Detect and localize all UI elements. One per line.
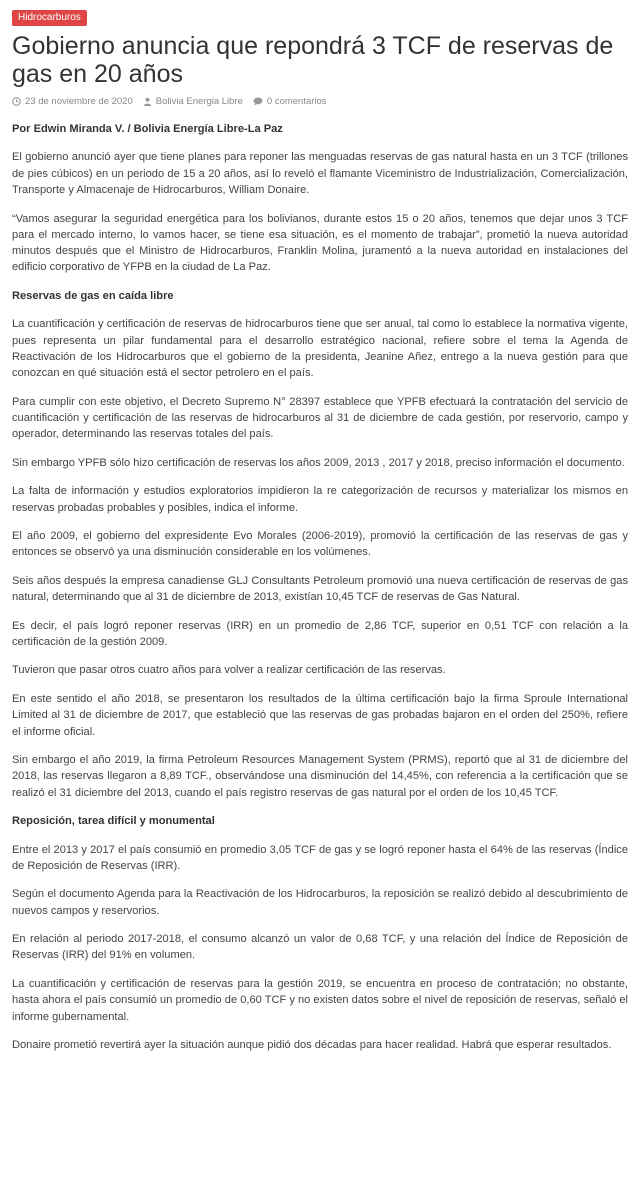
- article-meta: [12, 96, 628, 107]
- article-paragraph: Donaire prometió revertirá ayer la situación aunque pidió dos décadas para hacer realidad. Habrá que esperar resultados.: [12, 1039, 612, 1052]
- clock-icon: [12, 97, 21, 106]
- date-text: 23 de noviembre de 2020: [25, 96, 133, 107]
- article-paragraph: La cuantificación y certificación de reservas de hidrocarburos tiene que ser anual, tal como lo establece la normativa vigente, pues representa un pilar fundamental para el desarrollo estratégico nacional, refiere sobre el tema la Agenda de Reactivación de los Hidrocarburos que el gobierno de la presidenta, Jeanine Añez, entrego a la nueva gestión para que conozcan en qué situación está el sector petrolero en el país.: [12, 318, 628, 380]
- article-paragraph: En este sentido el año 2018, se presentaron los resultados de la última certificación bajo la firma Sproule International Limited al 31 de diciembre de 2017, que estableció que las reservas de gas probadas bajaron en el orden del 250%, refiere el informe oficial.: [12, 692, 628, 738]
- article-paragraph: Es decir, el país logró reponer reservas (IRR) en un promedio de 2,86 TCF, superior en 0,51 TCF con relación a la certificación de la gestión 2009.: [12, 619, 628, 648]
- article-subheading: Reposición, tarea difícil y monumental: [12, 815, 215, 828]
- meta-date: [12, 96, 133, 107]
- article-paragraph: El gobierno anunció ayer que tiene planes para reponer las menguadas reservas de gas natural hasta en un 3 TCF (trillones de pies cúbicos) en un periodo de 15 a 20 años, así lo reveló el flamante Viceministro de Industrialización, Comercialización, Transporte y Almacenaje de Hidrocarburos, William Donaire.: [12, 151, 628, 197]
- meta-author[interactable]: [143, 96, 243, 107]
- article-paragraph: La cuantificación y certificación de reservas para la gestión 2019, se encuentra en proceso de contratación; no obstante, hasta ahora el país consumió un promedio de 0,60 TCF y no existen datos sobre el nivel de reposición de reservas, señaló el informe gubernamental.: [12, 977, 628, 1023]
- article-paragraph: La falta de información y estudios exploratorios impidieron la re categorización de recursos y materializar los mismos en reservas probadas probables y posibles, indica el informe.: [12, 485, 628, 514]
- category-badge[interactable]: Hidrocarburos: [12, 10, 87, 26]
- article-subheading: Reservas de gas en caída libre: [12, 289, 174, 302]
- article-paragraph: Seis años después la empresa canadiense GLJ Consultants Petroleum promovió una nueva certificación de reservas de gas natural, determinando que al 31 de diciembre de 2013, existían 10,45 TCF de reservas de Gas Natural.: [12, 574, 628, 604]
- article-paragraph: Tuvieron que pasar otros cuatro años para volver a realizar certificación de las reservas.: [12, 664, 446, 677]
- article-paragraph: Entre el 2013 y 2017 el país consumió en promedio 3,05 TCF de gas y se logró reponer hasta el 64% de las reservas (Índice de Reposición de Reservas (IRR).: [12, 843, 628, 872]
- user-icon: [143, 97, 152, 106]
- article-paragraph: Sin embargo el año 2019, la firma Petroleum Resources Management System (PRMS), reportó que al 31 de diciembre del 2018, las reservas llegaron a 8,89 TCF., observándose una disminución del 14,45%, con referencia a la certificación que se realizó el 31 diciembre del 2013, cuando el país registro reservas de gas natural por el orden de los 10,45 TCF.: [12, 754, 628, 799]
- article-paragraph: Según el documento Agenda para la Reactivación de los Hidrocarburos, la reposición se realizó debido al descubrimiento de nuevos campos y reservorios.: [12, 888, 628, 917]
- article-paragraph: El año 2009, el gobierno del expresidente Evo Morales (2006-2019), promovió la certificación de las reservas de gas y entonces se observó ya una disminución considerable en los volúmenes.: [12, 530, 628, 559]
- article-paragraph: En relación al periodo 2017-2018, el consumo alcanzó un valor de 0,68 TCF, y una relación del Índice de Reposición de Reservas (IRR) del 91% en volumen.: [12, 933, 628, 962]
- article-paragraph: “Vamos asegurar la seguridad energética para los bolivianos, durante estos 15 o 20 años, tenemos que dejar unos 3 TCF para el mercado interno, lo vamos hacer, se tiene esa situación, es el momento de trabajar”, prometió la nueva autoridad minutos después que el Ministro de Hidrocarburos, Franklin Molina, juramentó a la nueva autoridad en instalaciones del edificio corporativo de YFPB en la ciudad de La Paz.: [12, 212, 628, 274]
- comments-link[interactable]: 0 comentarios: [266, 96, 327, 107]
- article-paragraph: Para cumplir con este objetivo, el Decreto Supremo N° 28397 establece que YPFB efectuará la contratación del servicio de cuantificación y certificación de las reservas de hidrocarburos al 31 de diciembre de cada gestión, por reservorio, campo y operador, determinando las reservas totales del país.: [12, 395, 628, 441]
- meta-comments[interactable]: [253, 96, 327, 107]
- article-body: [12, 121, 628, 1053]
- author-link[interactable]: Bolivia Energia Libre: [155, 96, 243, 107]
- article-paragraph: Sin embargo YPFB sólo hizo certificación de reservas los años 2009, 2013 , 2017 y 2018, preciso información el documento.: [12, 456, 625, 469]
- comment-icon: [253, 97, 263, 106]
- article-title: Gobierno anuncia que repondrá 3 TCF de reservas de gas en 20 años: [12, 32, 614, 88]
- article-subheading: Por Edwin Miranda V. / Bolivia Energía Libre-La Paz: [12, 123, 283, 135]
